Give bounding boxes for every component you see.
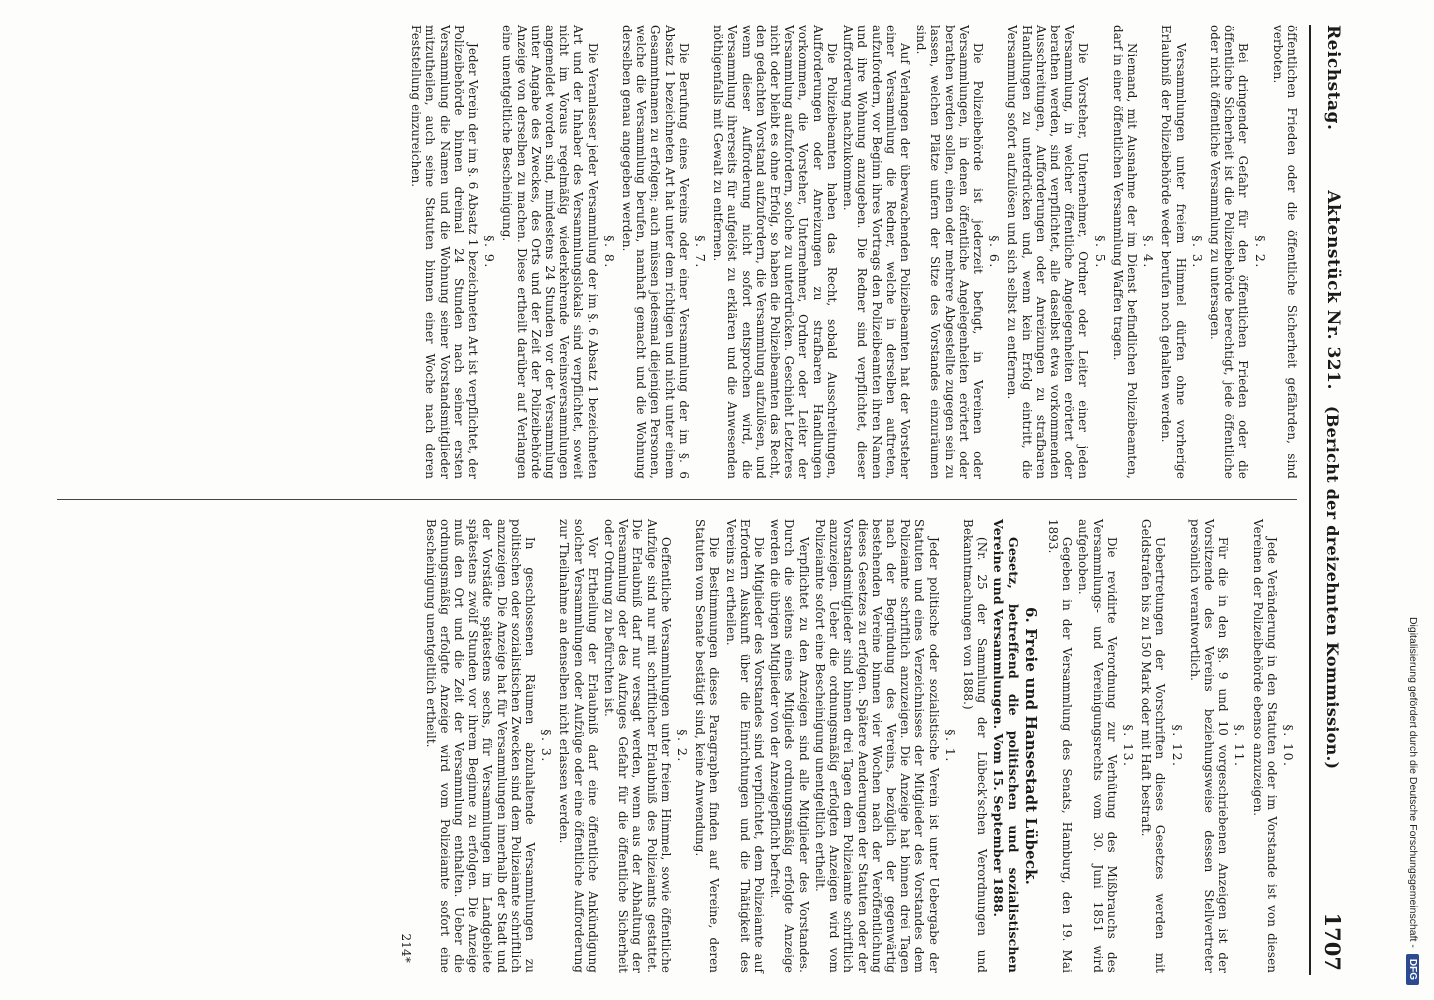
section-heading: §. 8. <box>601 235 617 269</box>
paragraph: Jeder politische oder sozialistische Verein ist unter Uebergabe der Statuten und eines Verzeichnisses der Mitglieder des Vorstandes dem Polizeiamte schriftlich anzuzeigen. Die Anzeige hat binnen drei Tagen nach der Begründung des Vereins, bezüglich der gegenwärtig bestehenden Vereine binnen vier Wochen nach der Veröffentlichung dieses Gesetzes zu erfolgen. Spätere Aenderungen der Statuten oder der Vorstandsmitglieder sind binnen drei Tagen dem Polizeiamte schriftlich anzuzeigen. Ueber die ordnungsmäßig erfolgten Anzeigen wird vom Polizeiamte sofort eine Bescheinigung unentgeltlich ertheilt. <box>812 519 941 973</box>
section-heading: §. 2. <box>1252 235 1268 269</box>
section-heading: §. 6. <box>987 235 1003 269</box>
paragraph: Die Polizeibehörde ist jederzeit befugt, in Vereinen oder Versammlungen, in denen öffentliche Angelegenheiten erörtert oder berathen werden sollen, einen oder mehrere Abgestellte zugegen sein zu lassen, welchen Plätze unfern der Sitze des Vorstandes einzuräumen sind. <box>914 25 985 479</box>
section-heading: §. 2. <box>675 729 691 763</box>
running-header <box>1309 25 1355 975</box>
section-heading: §. 12. <box>1169 724 1185 768</box>
paragraph: Die revidirte Verordnung zur Verhütung des Mißbrauchs des Versammlungs- und Vereinigungsrechts vom 30. Juni 1851 wird aufgehoben. <box>1076 519 1119 973</box>
column-divider <box>57 499 1297 500</box>
paragraph: Jede Veränderung in den Statuten oder im Vorstande ist von diesen Vereinen der Polizeibehörde ebenso anzuzeigen. <box>1250 519 1279 973</box>
paragraph: Oeffentliche Versammlungen unter freiem Himmel, sowie öffentliche Aufzüge sind nur mit schriftlicher Erlaubniß des Polizeiamts gestattet. Die Erlaubniß darf nur versagt werden, wenn aus der Abhaltung der Versammlung oder des Aufzuges Gefahr für die öffentliche Sicherheit oder Ordnung zu befürchten ist. <box>602 519 673 973</box>
section-heading: §. 1. <box>942 729 958 763</box>
paragraph: Für die in den §§. 9 und 10 vorgeschriebenen Anzeigen ist der Vorsitzende des Vereins beziehungsweise dessen Stellvertreter persönlich verantwortlich. <box>1187 519 1231 973</box>
paragraph: Auf Verlangen der überwachenden Polizeibeamten hat der Vorsteher einer Versammlung die Redner, welche in derselben auftreten, aufzufordern, vor Beginn ihres Vortrags den Polizeibeamten ihren Namen und ihre Wohnung anzugeben. Die Redner sind verpflichtet, dieser Aufforderung nachzukommen. <box>841 25 912 479</box>
signature-mark: 214* <box>399 933 414 963</box>
chapter-heading: 6. Freie und Hansestadt Lübeck. <box>1021 606 1040 886</box>
page-number: 1707 <box>1320 912 1345 971</box>
text-column-right <box>399 519 1299 973</box>
paragraph: Uebertretungen der Vorschriften dieses Gesetzes werden mit Geldstrafen bis zu 150 Mark oder mit Haft bestraft. <box>1139 519 1168 973</box>
paragraph: In geschlossenen Räumen abzuhaltende Versammlungen zu politischen oder sozialistischen Zwecken sind dem Polizeiamte schriftlich anzuzeigen. Die Anzeige hat für Versammlungen innerhalb der Stadt und der Vorstädte spätestens sechs, für Versammlungen im Landgebiete spätestens zwölf Stunden vor ihrem Beginne zu erfolgen. Die Anzeige muß den Ort und die Zeit der Versammlung enthalten. Ueber die ordnungsmäßig erfolgte Anzeige wird vom Polizeiamte sofort eine Bescheinigung unentgeltlich ertheilt. <box>423 519 538 973</box>
paragraph: öffentlichen Frieden oder die öffentliche Sicherheit gefährden, sind verboten. <box>1270 25 1299 479</box>
section-heading: §. 3. <box>539 729 555 763</box>
credit-text: Digitalisierung gefördert durch die Deutsche Forschungsgemeinschaft - <box>1407 616 1419 948</box>
section-heading: §. 13. <box>1120 724 1136 768</box>
paragraph: Die Mitglieder des Vorstandes sind verpflichtet, dem Polizeiamte auf Erfordern Auskunft über die Einrichtungen und die Thätigkeit des Vereins zu ertheilen. <box>723 519 767 973</box>
paragraph: Gegeben in der Versammlung des Senats, Hamburg, den 19. Mai 1893. <box>1045 519 1075 973</box>
dfg-logo: DFG <box>1407 954 1420 985</box>
paragraph: Vor Ertheilung der Erlaubniß darf eine öffentliche Ankündigung solcher Versammlungen oder Aufzüge oder eine öffentliche Aufforderung zur Theilnahme an denselben nicht erlassen werden. <box>557 519 600 973</box>
source-note: (Nr. 25 der Sammlung der Lübeck'schen Verordnungen und Bekanntmachungen von 1888.) <box>960 519 990 973</box>
paragraph: Verpflichtet zu den Anzeigen sind alle Mitglieder des Vorstandes. Durch die seitens eines Mitglieds ordnungsmäßig erfolgte Anzeige werden die übrigen Mitglieder von der Anzeigepflicht befreit. <box>768 519 811 973</box>
paragraph: Jeder Verein der im §. 6 Absatz 1 bezeichneten Art ist verpflichtet, der Polizeibehörde binnen dreimal 24 Stunden nach seiner ersten Versammlung die Namen und die Wohnung seiner Vorstandsmitglieder mitzutheilen, auch seine Statuten binnen einer Woche nach deren Feststellung einzureichen. <box>409 25 481 479</box>
paragraph: Die Polizeibeamten haben das Recht, sobald Ausschreitungen, Aufforderungen oder Anreizungen zu strafbaren Handlungen vorkommen, die Vorsteher, Unternehmer, Ordner oder Leiter der Versammlung aufzufordern, solche zu unterdrücken. Geschieht Letzteres nicht oder bleibt es ohne Erfolg, so haben die Polizeibeamten das Recht, den gedachten Vorstand aufzufordern, die Versammlung aufzulösen, und wenn dieser Aufforderung nicht sofort entsprochen wird, die Versammlung ihrerseits für aufgelöst zu erklären und die Anwesenden nöthigenfalls mit Gewalt zu entfernen. <box>711 25 839 479</box>
paragraph: Die Bestimmungen dieses Paragraphen finden auf Vereine, deren Statuten vom Senate bestätigt sind, keine Anwendung. <box>693 519 722 973</box>
section-heading: §. 3. <box>1189 235 1205 269</box>
header-middle: Aktenstück Nr. 321. <box>1323 190 1343 390</box>
digitization-credit <box>1398 15 1428 985</box>
section-heading: §. 7. <box>693 235 709 269</box>
header-left: Reichstag. <box>1323 25 1343 131</box>
header-right: (Bericht der dreizehnten Kommission.) <box>1323 405 1343 770</box>
paragraph: Versammlungen unter freiem Himmel dürfen ohne vorherige Erlaubniß der Polizeibehörde weder berufen noch gehalten werden. <box>1159 25 1188 479</box>
law-title: Gesetz, betreffend die politischen und sozialistischen Vereine und Versammlungen. Vom 15. September 1888. <box>991 519 1021 973</box>
paragraph: Die Veranlasser jeder Versammlung der im §. 6 Absatz 1 bezeichneten Art und der Inhaber des Versammlungslokals sind verpflichtet, soweit nicht im Voraus regelmäßig wiederkehrende Vereinsversammlungen angemeldet worden sind, mindestens 24 Stunden vor der Versammlung unter Angabe des Zweckes, des Orts und der Zeit der Polizeibehörde Anzeige von derselben zu machen. Diese ertheilt darüber auf Verlangen eine unentgeltliche Bescheinigung. <box>500 25 600 479</box>
section-heading: §. 4. <box>1141 235 1157 269</box>
paragraph: Niemand, mit Ausnahme der im Dienst befindlichen Polizeibeamten, darf in einer öffentlichen Versammlung Waffen tragen. <box>1110 25 1139 479</box>
rotated-document-page <box>35 25 1355 975</box>
section-heading: §. 10. <box>1281 724 1296 768</box>
paragraph: Bei dringender Gefahr für den öffentlichen Frieden oder die öffentliche Sicherheit ist die Polizeibehörde berechtigt, jede öffentliche oder nicht öffentliche Versammlung zu untersagen. <box>1207 25 1251 479</box>
text-column-left <box>407 25 1299 479</box>
section-heading: §. 5. <box>1092 235 1108 269</box>
section-heading: §. 11. <box>1232 724 1248 768</box>
paragraph: Die Vorsteher, Unternehmer, Ordner oder Leiter einer jeden Versammlung, in welcher öffentliche Angelegenheiten erörtert oder berathen werden, sind verpflichtet, alle daselbst etwa vorkommenden Ausschreitungen, Aufforderungen oder Anreizungen zu strafbaren Handlungen zu unterdrücken und, wenn kein Erfolg eintritt, die Versammlung sofort aufzulösen und sich selbst zu entfernen. <box>1005 25 1091 479</box>
section-heading: §. 9. <box>482 235 498 269</box>
paragraph: Die Berufung eines Vereins oder einer Versammlung der im §. 6 Absatz 1 bezeichneten Art hat unter dem richtigen und nicht unter einem Gesammtnamen zu erfolgen; auch müssen jedesmal diejenigen Personen, welche die Versammlung berufen, namhaft gemacht und die Wohnung derselben genau angegeben werden. <box>620 25 691 479</box>
